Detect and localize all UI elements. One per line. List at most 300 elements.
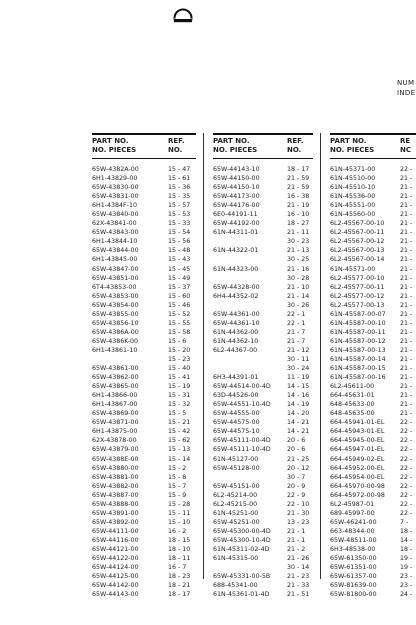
ref-number: 21 - 12	[287, 346, 310, 354]
ref-number: 22 -	[400, 437, 413, 445]
yamaha-logo-icon	[172, 8, 194, 28]
part-number: 65W-46241-00	[330, 518, 377, 526]
part-number: 65W-48511-00	[330, 536, 377, 544]
ref-number: 21 -	[400, 220, 413, 228]
part-number: 663-48344-00	[330, 527, 375, 535]
part-number: 65W-43853-00	[92, 292, 139, 300]
part-number: 65W-43881-00	[92, 473, 139, 481]
part-number: 6H1-43875-00	[92, 428, 138, 436]
part-number: 65W-43855-00	[92, 310, 139, 318]
ref-number: 14 - 21	[287, 419, 310, 427]
part-number: 65W-43862-00	[92, 374, 139, 382]
part-number: 65W-44143-10	[213, 166, 260, 173]
ref-number: 15 - 57	[168, 202, 191, 210]
part-number: 65W-44551-10-4D	[213, 401, 271, 409]
part-number: 61N-45587-00-15	[330, 365, 386, 373]
ref-number: 21 -	[400, 374, 413, 382]
ref-number: 21 - 59	[287, 184, 310, 192]
ref-number: 18 - 17	[168, 591, 191, 599]
ref-number: 15 - 21	[168, 419, 191, 427]
ref-number: 30 - 24	[287, 365, 310, 373]
part-number: 65W-81800-00	[330, 591, 377, 599]
ref-header-line1: RE	[400, 137, 411, 145]
part-number: 61N-45587-00-16	[330, 374, 386, 382]
ref-number: 14 - 20	[287, 410, 310, 418]
ref-number: 22 -	[400, 500, 413, 508]
ref-number: 21 -	[400, 328, 413, 336]
ref-number: 21 -	[400, 202, 413, 210]
ref-number: 21 -	[400, 292, 413, 300]
part-number: 688-45341-00	[213, 582, 258, 590]
part-number: 65W-44121-00	[92, 545, 139, 553]
part-number: 65W-44143-00	[92, 591, 139, 599]
part-no-header: PART NO.	[213, 137, 250, 145]
part-number: 65W-43887-00	[92, 491, 139, 499]
ref-number: 15 - 7	[168, 482, 187, 490]
part-number: 61N-45127-00	[213, 455, 259, 463]
part-number: 6L2-45987-01	[330, 500, 375, 508]
ref-number: 15 - 56	[168, 238, 191, 246]
ref-number: 21 -	[400, 265, 413, 273]
header-rule	[330, 133, 416, 135]
part-number: 65W-43882-00	[92, 482, 139, 490]
part-number: 65W-44142-00	[92, 582, 139, 590]
ref-number: 21 - 1	[287, 536, 306, 544]
part-number: 6H1-43861-10	[92, 346, 138, 354]
ref-header-line1: REF.	[168, 137, 185, 145]
ref-number: 22 - 9	[287, 491, 306, 499]
ref-number: 30 - 26	[287, 301, 310, 309]
part-number: 61N-45510-10	[330, 184, 376, 192]
ref-number: 15 - 28	[168, 500, 191, 508]
part-number: 65W-45128-00	[213, 464, 260, 472]
pieces-header: NO. PIECES	[213, 146, 258, 154]
column-header	[92, 137, 185, 155]
part-number: 61N-44323-00	[213, 265, 259, 273]
ref-number: 15 - 31	[168, 392, 191, 400]
ref-number: 21 - 13	[287, 247, 310, 255]
ref-number: 21 - 7	[287, 337, 306, 345]
part-number: 65W-44575-00	[213, 419, 260, 427]
ref-number: 21 -	[400, 211, 413, 219]
part-number: 65W-45331-00-5B	[213, 573, 271, 581]
part-number: 65W-44176-00	[213, 202, 260, 210]
part-number: 65W-44125-00	[92, 573, 139, 581]
ref-number: 18 - 10	[168, 545, 191, 553]
ref-number: 23 -	[400, 573, 413, 581]
ref-number: 15 - 8	[168, 473, 187, 481]
part-number: 65W-44150-00	[213, 175, 260, 183]
part-number: 6L2-45567-00-13	[330, 247, 385, 255]
part-number: 6L2-45577-00-10	[330, 274, 385, 282]
part-number: 6L2-45611-00	[330, 383, 375, 391]
part-number: 6H1-43866-00	[92, 392, 138, 400]
ref-no-header	[168, 137, 185, 155]
ref-number: 21 -	[400, 274, 413, 282]
part-number: 65W-45151-00	[213, 482, 260, 490]
ref-no-header	[287, 137, 304, 155]
ref-number: 21 - 7	[287, 328, 306, 336]
part-number: 65W-44555-00	[213, 410, 260, 418]
ref-number: 21 -	[400, 346, 413, 354]
part-number: 6T4-43853-00	[92, 283, 137, 291]
ref-number: 15 - 36	[168, 184, 191, 192]
part-number: 6L2-45215-00	[213, 500, 258, 508]
ref-number: 15 - 40	[168, 365, 191, 373]
ref-number: 21 - 33	[287, 582, 310, 590]
part-number: 65W-43851-00	[92, 274, 139, 282]
pieces-header: NO. PIECES	[92, 146, 137, 154]
part-number: 6L2-45577-00-11	[330, 283, 385, 291]
part-number: 6L2-45567-00-10	[330, 220, 385, 228]
part-number: 65W-43869-00	[92, 410, 139, 418]
column-header	[330, 137, 411, 155]
ref-number: 30 - 28	[287, 274, 310, 282]
part-number: 65W-43847-00	[92, 265, 139, 273]
part-number: 6L2-45567-00-11	[330, 229, 385, 237]
ref-number: 18 - 17	[287, 166, 310, 173]
ref-number: 15 - 37	[168, 283, 191, 291]
ref-number: 21 -	[400, 410, 413, 418]
ref-number: 22 - 1	[287, 319, 306, 327]
part-number: 65W-45111-00-4D	[213, 437, 271, 445]
ref-number: 21 - 10	[287, 283, 310, 291]
ref-number: 21 - 30	[287, 509, 310, 517]
ref-number: 11 - 19	[287, 374, 310, 382]
part-number: 65W-44173-00	[213, 193, 260, 201]
part-number: 664-45943-01-EL	[330, 428, 385, 436]
ref-number: 21 - 25	[287, 455, 310, 463]
ref-number: 21 -	[400, 310, 413, 318]
part-number: 648-45633-00	[330, 401, 375, 409]
ref-number: 21 - 23	[287, 573, 310, 581]
part-number: 65W-43843-00	[92, 229, 139, 237]
part-number: 65W-44361-00	[213, 310, 260, 318]
ref-number: 15 - 10	[168, 518, 191, 526]
ref-number: 15 - 52	[168, 310, 191, 318]
ref-number: 16 - 2	[168, 527, 187, 535]
ref-number: 30 - 23	[287, 238, 310, 246]
ref-number: 15 - 62	[168, 437, 191, 445]
ref-number: 15 - 20	[168, 346, 191, 354]
ref-number: 30 - 25	[287, 256, 310, 264]
part-number: 61N-45361-01-4D	[213, 591, 270, 599]
ref-number: 15 - 6	[168, 337, 187, 345]
ref-number: 21 -	[400, 193, 413, 201]
part-number: 65W-44150-10	[213, 184, 260, 192]
ref-header-line1: REF.	[287, 137, 304, 145]
part-number: 65W-45111-10-4D	[213, 446, 271, 454]
ref-number: 30 - 14	[287, 564, 310, 572]
index-title-line1: NUM	[397, 79, 415, 87]
part-number: 61N-44362-00	[213, 328, 259, 336]
part-number: 664-45970-00-98	[330, 482, 385, 490]
ref-number: 15 - 43	[168, 256, 191, 264]
part-number: 65W-44328-00	[213, 283, 260, 291]
ref-number: 15 - 54	[168, 229, 191, 237]
ref-number: 16 - 38	[287, 193, 310, 201]
ref-number: 18 - 15	[168, 536, 191, 544]
ref-header-line2: NO.	[168, 146, 183, 154]
part-number: 61N-45560-00	[330, 211, 376, 219]
ref-number: 24 -	[400, 591, 413, 599]
part-number: 61N-45315-00	[213, 555, 259, 563]
part-number: 65W-44116-00	[92, 536, 139, 544]
part-number: 61N-45587-00-12	[330, 337, 386, 345]
ref-number: 15 - 11	[168, 509, 191, 517]
part-number: 664-45945-00-EL	[330, 437, 385, 445]
ref-number: 21 - 11	[287, 229, 310, 237]
part-number: 6H1-43867-00	[92, 401, 138, 409]
part-number: 65W-43831-00	[92, 193, 139, 201]
part-number: 61N-45311-02-4D	[213, 545, 270, 553]
part-number: 63D-44526-00	[213, 392, 259, 400]
part-number: 6H4-44352-02	[213, 292, 259, 300]
ref-number: 21 - 16	[287, 265, 310, 273]
ref-no-header	[400, 137, 411, 155]
ref-number: 18 -	[400, 545, 413, 553]
index-title	[397, 78, 415, 98]
part-number: 65W-43891-00	[92, 509, 139, 517]
ref-number: 21 - 51	[287, 591, 310, 599]
ref-number: 22 -	[400, 455, 413, 463]
part-number: 664-45952-00-EL	[330, 464, 385, 472]
ref-number: 15 - 58	[168, 328, 191, 336]
header-underline	[92, 158, 196, 159]
ref-number: 15 - 9	[168, 491, 187, 499]
ref-number: 15 - 46	[168, 301, 191, 309]
ref-number: 20 - 6	[287, 446, 306, 454]
part-number: 65W-61357-00	[330, 573, 377, 581]
ref-number: 22 -	[400, 419, 413, 427]
ref-number: 16 - 7	[168, 564, 187, 572]
ref-number: 15 - 2	[168, 464, 187, 472]
part-number: 664-45631-01	[330, 392, 375, 400]
part-number: 65W-43879-00	[92, 446, 139, 454]
part-number: 6L2-44367-00	[213, 346, 258, 354]
ref-number: 21 -	[400, 319, 413, 327]
part-number: 664-45972-00-98	[330, 491, 385, 499]
ref-number: 23 -	[400, 582, 413, 590]
index-title-line2: INDE	[397, 89, 416, 97]
part-number: 65W-44192-00	[213, 220, 260, 228]
ref-number: 21 - 19	[287, 202, 310, 210]
part-number: 65W-43844-00	[92, 247, 139, 255]
part-number: 61N-45587-00-10	[330, 319, 386, 327]
part-number: 65W-44361-10	[213, 319, 260, 327]
column-divider	[203, 133, 204, 579]
ref-number: 30 - 7	[287, 473, 306, 481]
ref-number: 21 -	[400, 401, 413, 409]
part-number: 689-45997-00	[330, 509, 375, 517]
ref-number: 21 - 26	[287, 555, 310, 563]
part-number: 65W-61351-00	[330, 564, 377, 572]
ref-number: 15 - 19	[168, 383, 191, 391]
part-number: 6H1-43844-10	[92, 238, 138, 246]
ref-number: 18 - 23	[168, 573, 191, 581]
part-number: 61N-45587-00-13	[330, 346, 386, 354]
ref-number: 20 - 9	[287, 482, 306, 490]
ref-number: 22 - 10	[287, 500, 310, 508]
part-number: 61N-44362-10	[213, 337, 259, 345]
header-rule	[213, 133, 313, 135]
part-number: 61N-45587-00-11	[330, 328, 386, 336]
part-number: 6H1-4384F-10	[92, 202, 137, 210]
part-number: 6H1-43829-00	[92, 175, 138, 183]
part-number: 61N-45251-00	[213, 509, 259, 517]
part-number: 65W-45300-00-4D	[213, 527, 271, 535]
part-number: 664-45947-01-EL	[330, 446, 385, 454]
part-number: 65W-4386K-00	[92, 337, 139, 345]
ref-number: 22 -	[400, 509, 413, 517]
ref-number: 15 - 60	[168, 292, 191, 300]
part-number: 65W-81639-00	[330, 582, 377, 590]
part-number: 6L2-45577-00-13	[330, 301, 385, 309]
part-number: 65W-4388E-00	[92, 455, 139, 463]
part-no-header: PART NO.	[330, 137, 367, 145]
ref-number: 15 - 47	[168, 166, 191, 173]
part-number: 65W-45300-10-4D	[213, 536, 271, 544]
ref-number: 21 -	[400, 175, 413, 183]
ref-number: 21 -	[400, 256, 413, 264]
ref-number: 30 - 11	[287, 355, 310, 363]
ref-number: 15 - 35	[168, 193, 191, 201]
part-number: 664-45954-00-EL	[330, 473, 385, 481]
part-number: 65W-43888-00	[92, 500, 139, 508]
ref-number: 14 -	[400, 536, 413, 544]
part-number: 61N-45536-00	[330, 193, 376, 201]
ref-number: 21 -	[400, 392, 413, 400]
part-number: 664-45949-02-EL	[330, 455, 385, 463]
ref-number: 7 -	[400, 518, 409, 526]
ref-number: 15 - 45	[168, 265, 191, 273]
part-number: 65W-44124-00	[92, 564, 139, 572]
column-divider	[320, 133, 321, 579]
ref-number: 22 -	[400, 491, 413, 499]
ref-number: 22 -	[400, 482, 413, 490]
ref-number: 13 - 23	[287, 518, 310, 526]
ref-header-line2: NO.	[287, 146, 302, 154]
part-number: 6H1-43845-00	[92, 256, 138, 264]
header-rule	[92, 133, 196, 135]
ref-number: 15 - 61	[168, 175, 191, 183]
ref-number: 16 - 10	[287, 211, 310, 219]
ref-number: 21 - 2	[287, 545, 306, 553]
part-number: 6E0-44191-11	[213, 211, 258, 219]
ref-number: 21 -	[400, 184, 413, 192]
ref-number: 20 - 6	[287, 437, 306, 445]
ref-number: 15 - 48	[168, 247, 191, 255]
ref-number: 20 - 12	[287, 464, 310, 472]
part-number: 6L2-45567-00-12	[330, 238, 385, 246]
ref-number: 18 - 27	[287, 220, 310, 228]
part-number: 65W-44575-10	[213, 428, 260, 436]
part-number: 6L2-45567-00-14	[330, 256, 385, 264]
part-number: 61N-45571-00	[330, 265, 376, 273]
part-number: 65W-43854-00	[92, 301, 139, 309]
part-number: 61N-44311-01	[213, 229, 259, 237]
part-number: 65W-43880-00	[92, 464, 139, 472]
part-number: 65W-44122-00	[92, 555, 139, 563]
part-number: 61N-44322-01	[213, 247, 259, 255]
part-number: 61N-45371-00	[330, 166, 376, 173]
header-underline	[330, 158, 416, 159]
ref-number: 21 -	[400, 383, 413, 391]
ref-number: 18 - 11	[168, 555, 191, 563]
part-number: 61N-45587-00-07	[330, 310, 386, 318]
ref-number: 19 -	[400, 564, 413, 572]
ref-number: 15 - 13	[168, 446, 191, 454]
ref-number: 15 - 42	[168, 428, 191, 436]
ref-number: 21 -	[400, 229, 413, 237]
ref-number: 21 - 59	[287, 175, 310, 183]
part-number: 664-45941-01-EL	[330, 419, 385, 427]
ref-number: 14 - 16	[287, 392, 310, 400]
pieces-header: NO. PIECES	[330, 146, 375, 154]
ref-number: 21 -	[400, 301, 413, 309]
ref-number: 21 - 1	[287, 527, 306, 535]
part-number: 65W-44111-00	[92, 527, 139, 535]
ref-number: 21 - 14	[287, 292, 310, 300]
ref-number: 22 -	[400, 464, 413, 472]
ref-number: 15 - 33	[168, 220, 191, 228]
part-number: 65W-43840-00	[92, 211, 139, 219]
ref-number: 21 -	[400, 337, 413, 345]
ref-number: 21 -	[400, 247, 413, 255]
ref-number: 15 - 53	[168, 211, 191, 219]
column-header	[213, 137, 304, 155]
part-number: 65W-43856-10	[92, 319, 139, 327]
header-underline	[213, 158, 313, 159]
ref-number: 15 - 5	[168, 410, 187, 418]
ref-number: 19 -	[400, 555, 413, 563]
part-number: 65W-43865-00	[92, 383, 139, 391]
part-number: 65W-44514-00-4D	[213, 383, 271, 391]
ref-header-line2: NC	[400, 146, 411, 154]
part-no-header: PART NO.	[92, 137, 129, 145]
part-number: 61N-45551-00	[330, 202, 376, 210]
part-number: 6L2-45577-00-12	[330, 292, 385, 300]
ref-number: 15 - 41	[168, 374, 191, 382]
part-number: 65W-43892-00	[92, 518, 139, 526]
ref-number: 22 - 1	[287, 310, 306, 318]
part-number: 65W-43830-00	[92, 184, 139, 192]
ref-number: 15 - 14	[168, 455, 191, 463]
part-number: 6L2-45214-00	[213, 491, 258, 499]
part-number: 65W-61350-00	[330, 555, 377, 563]
ref-number: 15 - 32	[168, 401, 191, 409]
part-number: 61N-45587-00-14	[330, 355, 386, 363]
part-number: 65W-4386A-00	[92, 328, 139, 336]
ref-number: 15 - 23	[168, 355, 191, 363]
part-number: 65W-43871-00	[92, 419, 139, 427]
part-number: 65W-43861-00	[92, 365, 139, 373]
ref-number: 15 - 49	[168, 274, 191, 282]
ref-number: 21 -	[400, 283, 413, 291]
part-number: 65W-45251-00	[213, 518, 260, 526]
ref-number: 22 -	[400, 473, 413, 481]
part-number: 65W-4382A-00	[92, 166, 139, 173]
ref-number: 14 - 21	[287, 428, 310, 436]
part-number: 62X-43878-00	[92, 437, 137, 445]
ref-number: 14 - 19	[287, 401, 310, 409]
ref-number: 22 -	[400, 428, 413, 436]
ref-number: 22 -	[400, 166, 413, 173]
ref-number: 22 -	[400, 446, 413, 454]
part-number: 62X-43841-00	[92, 220, 137, 228]
ref-number: 18 - 21	[168, 582, 191, 590]
ref-number: 21 -	[400, 355, 413, 363]
